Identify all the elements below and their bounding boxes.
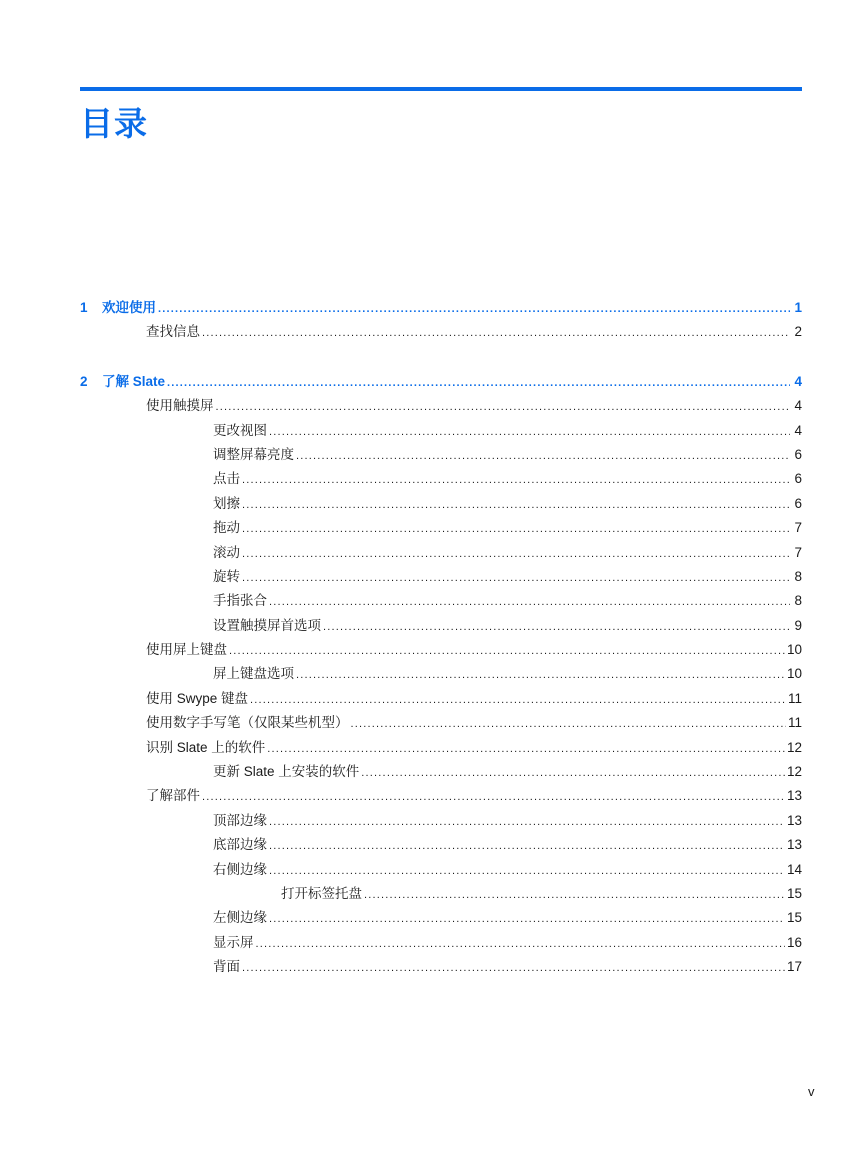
toc-entry-label: 使用 Swype 键盘 (146, 690, 249, 706)
chapter-title: 欢迎使用 (102, 300, 156, 315)
toc-entry[interactable] (80, 784, 802, 808)
toc-entry[interactable] (80, 320, 802, 344)
toc-entry[interactable] (80, 516, 802, 540)
toc-page-number: 8 (794, 568, 802, 584)
toc-entry[interactable] (80, 955, 802, 979)
toc-chapter-1[interactable] (80, 296, 802, 320)
toc-page-number: 4 (794, 373, 802, 389)
toc-entry-label: 右侧边缘 (213, 861, 267, 877)
toc-entry-label: 屏上键盘选项 (213, 666, 294, 682)
toc-entry[interactable] (80, 687, 802, 711)
toc-entry-label: 背面 (213, 959, 240, 975)
page-number: v (808, 1084, 815, 1099)
dot-leader (323, 615, 790, 639)
toc-entry[interactable] (80, 833, 802, 857)
toc-entry-label: 更新 Slate 上安装的软件 (213, 764, 360, 780)
toc-chapter-2[interactable] (80, 370, 802, 394)
dot-leader (242, 566, 790, 590)
dot-leader (216, 395, 791, 419)
dot-leader (351, 712, 786, 736)
toc-page-number: 10 (786, 666, 802, 682)
toc-entry[interactable] (80, 736, 802, 760)
toc-entry-label: 使用数字手写笔（仅限某些机型） (146, 715, 349, 731)
dot-leader (296, 444, 790, 468)
toc-entry[interactable] (80, 638, 802, 662)
dot-leader (269, 834, 785, 858)
toc-entry-label: 打开标签托盘 (281, 885, 362, 901)
toc-page-number: 11 (787, 715, 802, 731)
toc-entry-label: 手指张合 (213, 593, 267, 609)
dot-leader (229, 639, 785, 663)
chapter-title: 了解 Slate (102, 373, 166, 389)
toc-page-number: 14 (786, 861, 802, 877)
toc-entry-label: 查找信息 (146, 324, 200, 340)
dot-leader (242, 542, 790, 566)
dot-leader (202, 321, 790, 345)
dot-leader (269, 590, 790, 614)
dot-leader (269, 810, 785, 834)
toc-entry[interactable] (80, 711, 802, 735)
toc-entry-label: 设置触摸屏首选项 (213, 617, 321, 633)
toc-entry[interactable] (80, 419, 802, 443)
toc-page-number: 4 (794, 422, 802, 438)
toc-page-number: 13 (786, 837, 802, 853)
chapter-number: 1 (80, 300, 88, 315)
toc-entry-label: 左侧边缘 (213, 910, 267, 926)
toc-entry[interactable] (80, 443, 802, 467)
toc-page-number: 17 (786, 959, 802, 975)
dot-leader (361, 761, 785, 785)
toc-entry-label: 识别 Slate 上的软件 (146, 739, 266, 755)
toc-entry-label: 了解部件 (146, 788, 200, 804)
toc-page-number: 15 (786, 885, 802, 901)
toc-entry[interactable] (80, 541, 802, 565)
toc-entry[interactable] (80, 662, 802, 686)
dot-leader (242, 517, 790, 541)
title-rule (80, 87, 802, 91)
toc-page-number: 2 (794, 324, 802, 340)
toc-entry[interactable] (80, 492, 802, 516)
toc-page-number: 12 (786, 739, 802, 755)
toc-entry-label: 底部边缘 (213, 837, 267, 853)
toc-page-number: 15 (786, 910, 802, 926)
dot-leader (267, 737, 785, 761)
toc-entry[interactable] (80, 906, 802, 930)
toc-page-number: 6 (794, 446, 802, 462)
toc-page-number: 6 (794, 495, 802, 511)
toc-page-number: 6 (794, 471, 802, 487)
toc-entry[interactable] (80, 614, 802, 638)
toc-entry-label: 更改视图 (213, 422, 267, 438)
toc-entry-label: 旋转 (213, 568, 240, 584)
toc-entry[interactable] (80, 565, 802, 589)
toc-entry[interactable] (80, 882, 802, 906)
toc-entry-label: 顶部边缘 (213, 812, 267, 828)
dot-leader (269, 420, 790, 444)
toc-entry-label: 点击 (213, 471, 240, 487)
dot-leader (296, 663, 785, 687)
chapter-number: 2 (80, 373, 88, 389)
dot-leader (202, 785, 785, 809)
toc-entry-label: 显示屏 (213, 934, 254, 950)
toc-page-number: 12 (786, 764, 802, 780)
toc-page-number: 9 (794, 617, 802, 633)
toc-entry-label: 拖动 (213, 520, 240, 536)
toc-entry-label: 滚动 (213, 544, 240, 560)
toc-page-number: 4 (794, 398, 802, 414)
toc-entry[interactable] (80, 394, 802, 418)
toc-entry[interactable] (80, 931, 802, 955)
dot-leader (256, 932, 785, 956)
toc-entry[interactable] (80, 809, 802, 833)
toc-entry[interactable] (80, 858, 802, 882)
dot-leader (269, 859, 785, 883)
chapter-gap (80, 345, 802, 370)
toc-page-number: 13 (786, 812, 802, 828)
dot-leader (167, 371, 790, 395)
toc-page-number: 11 (787, 690, 802, 706)
toc-entry-label: 使用屏上键盘 (146, 642, 227, 658)
dot-leader (364, 883, 785, 907)
toc-page-number: 7 (794, 544, 802, 560)
toc-page-number: 13 (786, 788, 802, 804)
toc-entry-label: 划擦 (213, 495, 240, 511)
page-title: 目录 (80, 104, 148, 143)
dot-leader (242, 493, 790, 517)
toc-entry-label: 调整屏幕亮度 (213, 446, 294, 462)
toc-entry-label: 使用触摸屏 (146, 398, 214, 414)
dot-leader (250, 688, 786, 712)
table-of-contents (80, 296, 802, 980)
toc-entry[interactable] (80, 589, 802, 613)
dot-leader (242, 468, 790, 492)
toc-page-number: 16 (786, 934, 802, 950)
dot-leader (158, 297, 790, 321)
toc-page-number: 8 (794, 593, 802, 609)
toc-entry[interactable] (80, 760, 802, 784)
dot-leader (269, 907, 785, 931)
toc-entry[interactable] (80, 467, 802, 491)
toc-page-number: 10 (786, 642, 802, 658)
toc-page-number: 1 (794, 300, 802, 315)
toc-page-number: 7 (794, 520, 802, 536)
dot-leader (242, 956, 785, 980)
